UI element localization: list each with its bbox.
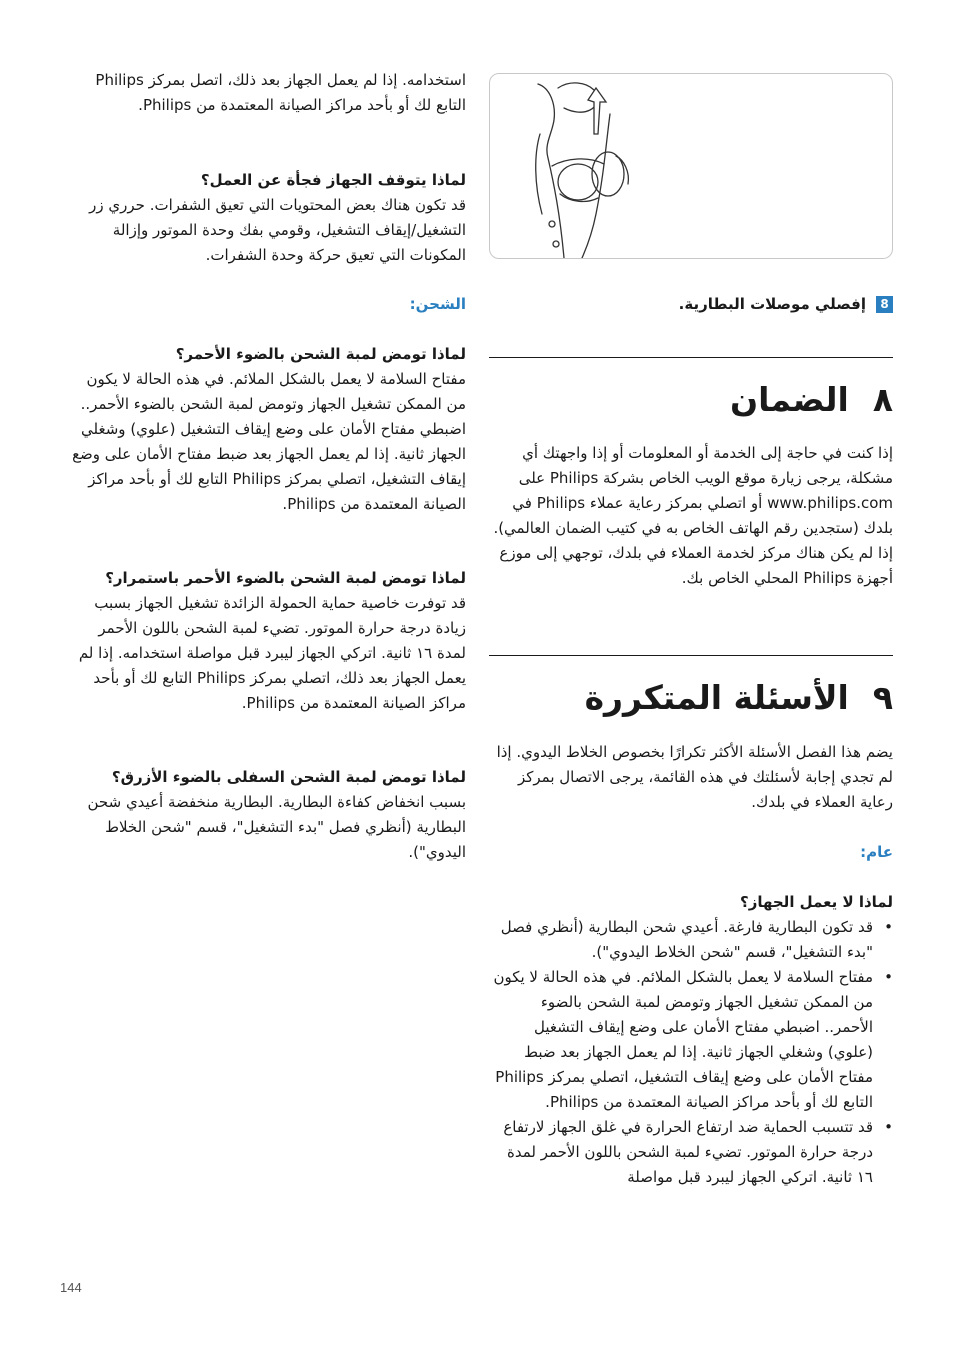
answer-stops-working: قد تكون هناك بعض المحتويات التي تعيق الشفرات. حرري زر التشغيل/إيقاف التشغيل، وقومي بفك وحدة الموتور وإزالة المكونات التي تعيق حركة وحدة الشفرات. — [89, 196, 466, 264]
list-item: • قد تتسبب الحماية ضد ارتفاع الحرارة في غلق الجهاز لارتفاع درجة حرارة الموتور. تضيء لمبة الشحن باللون الأحمر لمدة ١٦ ثانية. اتركي الجهاز ليبرد قبل مواصلة — [489, 1115, 873, 1190]
list-item: • قد تكون البطارية فارغة. أعيدي شحن البطارية (أنظري فصل "بدء التشغيل"، قسم "شحن الخلاط اليدوي"). — [489, 915, 873, 965]
section-heading — [489, 378, 893, 422]
section-divider — [489, 357, 893, 358]
section-number: ٨ — [872, 380, 893, 419]
question-stops-working: لماذا يتوقف الجهاز فجأة عن العمل؟ — [200, 171, 466, 189]
guarantee-body: إذا كنت في حاجة إلى الخدمة أو المعلومات أو إذا واجهتك أي مشكلة، يرجى زيارة موقع الويب الخاص بشركة Philips على www.philips.com أو اتصلي بمركز رعاية عملاء Philips في بلدك (ستجدين رقم الهاتف الخاص به في كتيب الضمان العالمي). إذا لم يكن هناك مركز لخدمة العملاء في بلدك، توجهي إلى موزع أجهزة Philips المحلي الخاص بك. — [493, 444, 893, 587]
guarantee-body-wrap — [489, 441, 893, 591]
figure-battery-connectors — [489, 73, 893, 259]
answer-bottom-light-blue: بسبب انخفاض كفاءة البطارية. البطارية منخفضة أعيدي شحن البطارية (أنظري فصل "بدء التشغيل"، قسم "شحن الخلاط اليدوي"). — [87, 793, 466, 861]
not-working-block — [489, 890, 893, 1190]
section-faq — [489, 676, 893, 720]
section-title: الأسئلة المتكررة — [584, 678, 849, 717]
answer-charge-light-red-continuous: قد توفرت خاصية حماية الحمولة الزائدة تشغيل الجهاز بسبب زيادة درجة حرارة الموتور. تضيء لمبة الشحن باللون الأحمر لمدة ١٦ ثانية. اتركي الجهاز ليبرد قبل مواصلة استخدامه. إذا لم يعمل الجهاز بعد ذلك، اتصلي بمركز Philips التابع لك أو بأحد مراكز الصيانة المعتمدة من Philips. — [78, 594, 466, 712]
hand-blender-illustration — [490, 74, 892, 258]
general-heading: عام: — [860, 843, 893, 861]
list-item: • مفتاح السلامة لا يعمل بالشكل الملائم. في هذه الحالة لا يكون من الممكن تشغيل الجهاز وتومض لمبة الشحن بالضوء الأحمر.. اضبطي مفتاح الأمان على وضع إيقاف التشغيل (علوي) وشغلي الجهاز ثانية. إذا لم يعمل الجهاز بعد ضبط مفتاح الأمان على وضع إيقاف التشغيل، اتصلي بمركز Philips التابع لك أو بأحد مراكز الصيانة المعتمدة من Philips. — [489, 965, 873, 1115]
question-charge-light-red-continuous: لماذا تومض لمبة الشحن بالضوء الأحمر باستمرار؟ — [105, 569, 466, 587]
section-guarantee — [489, 378, 893, 422]
intro-paragraph: استخدامه. إذا لم يعمل الجهاز بعد ذلك، اتصل بمركز Philips التابع لك أو بأحد مراكز الصيانة المعتمدة من Philips. — [95, 71, 466, 114]
section-divider — [489, 655, 893, 656]
page-number: 144 — [60, 1280, 82, 1295]
faq-body-wrap — [489, 740, 893, 815]
step-number-badge: 8 — [876, 296, 893, 313]
question-not-working: لماذا لا يعمل الجهاز؟ — [740, 893, 893, 911]
figure-caption-text: إفصلي موصلات البطارية. — [678, 295, 866, 313]
question-charge-light-red: لماذا تومض لمبة الشحن بالضوء الأحمر؟ — [175, 345, 466, 363]
answer-charge-light-red: مفتاح السلامة لا يعمل بالشكل الملائم. في هذه الحالة لا يكون من الممكن تشغيل الجهاز وتومض لمبة الشحن بالضوء الأحمر.. اضبطي مفتاح الأمان على وضع إيقاف التشغيل (علوي) وشغلي الجهاز ثانية. إذا لم يعمل الجهاز بعد ضبط مفتاح الأمان على وضع إيقاف التشغيل، اتصلي بمركز Philips التابع لك أو بأحد مراكز الصيانة المعتمدة من Philips. — [72, 370, 466, 513]
faq-body: يضم هذا الفصل الأسئلة الأكثر تكرارًا بخصوص الخلاط اليدوي. إذا لم تجدي إجابة لأسئلتك في هذه القائمة، يرجى الاتصال بمركز رعاية العملاء في بلدك. — [496, 743, 893, 811]
figure-caption — [489, 292, 893, 317]
question-bottom-light-blue: لماذا تومض لمبة الشحن السفلى بالضوء الأزرق؟ — [111, 768, 466, 786]
section-number: ٩ — [872, 678, 893, 717]
section-title: الضمان — [729, 380, 849, 419]
general-heading-wrap — [489, 840, 893, 865]
answer-list — [489, 915, 893, 1190]
section-heading — [489, 676, 893, 720]
charging-heading: الشحن: — [409, 295, 466, 313]
